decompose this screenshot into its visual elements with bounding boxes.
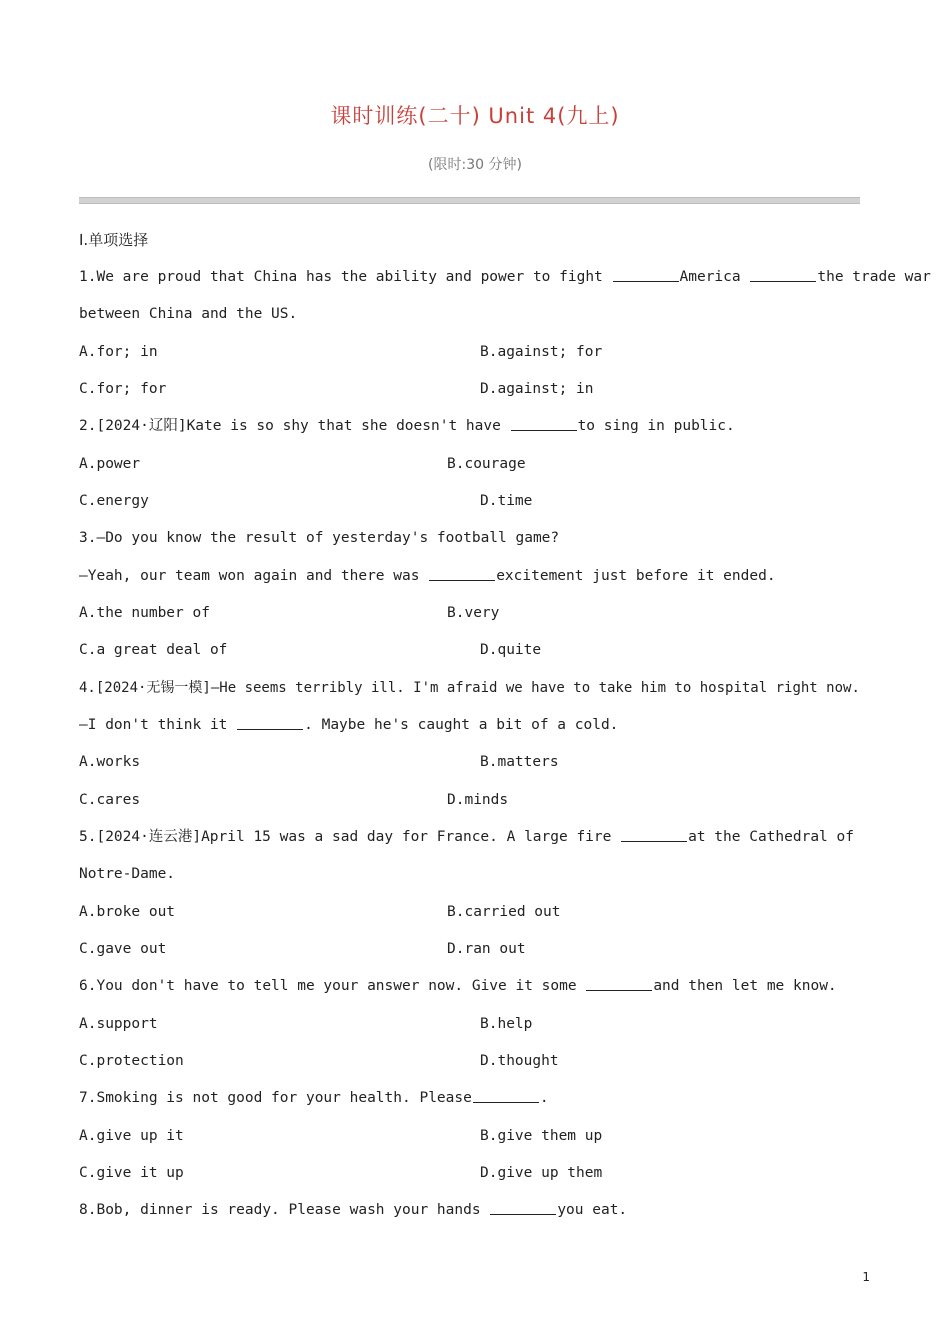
answer-blank — [490, 1200, 556, 1215]
option-a: A.broke out — [79, 904, 176, 920]
time-limit: (限时:30 分钟) — [428, 157, 522, 173]
option-c: C.give it up — [79, 1165, 184, 1181]
answer-blank — [429, 566, 495, 581]
option-a: A.works — [79, 754, 141, 770]
option-a: A.the number of — [79, 605, 210, 621]
question-3-line-2: —Yeah, our team won again and there was excitement just before it ended. — [79, 568, 776, 584]
question-8: 8.Bob, dinner is ready. Please wash your hands you eat. — [79, 1202, 628, 1218]
option-c: C.protection — [79, 1053, 184, 1069]
option-d: D.give up them — [480, 1165, 603, 1181]
option-c: C.energy — [79, 493, 149, 509]
question-6: 6.You don't have to tell me your answer now. Give it some and then let me know. — [79, 978, 837, 994]
question-7: 7.Smoking is not good for your health. Please . — [79, 1090, 549, 1106]
option-b: B.carried out — [447, 904, 561, 920]
option-a: A.power — [79, 456, 141, 472]
answer-blank — [511, 416, 577, 431]
option-b: B.very — [447, 605, 500, 621]
question-2: 2.[2024·辽阳]Kate is so shy that she doesn't have to sing in public. — [79, 418, 735, 434]
header-divider — [79, 197, 860, 204]
option-c: C.a great deal of — [79, 642, 228, 658]
answer-blank — [613, 267, 679, 282]
option-d: D.time — [480, 493, 533, 509]
option-b: B.courage — [447, 456, 526, 472]
answer-blank — [237, 715, 303, 730]
option-a: A.give up it — [79, 1128, 184, 1144]
question-4-line-1: 4.[2024·无锡一模]—He seems terribly ill. I'm afraid we have to take him to hospital right now. — [79, 680, 860, 696]
answer-blank — [473, 1088, 539, 1103]
option-c: C.gave out — [79, 941, 167, 957]
question-3-line-1: 3.—Do you know the result of yesterday's football game? — [79, 530, 560, 546]
question-1-line-1: 1.We are proud that China has the ability and power to fight America the trade war — [79, 269, 931, 285]
page-number: 1 — [862, 1270, 870, 1284]
question-5-line-2: Notre-Dame. — [79, 866, 176, 882]
option-c: C.cares — [79, 792, 141, 808]
option-b: B.help — [480, 1016, 533, 1032]
option-c: C.for; for — [79, 381, 167, 397]
option-b: B.against; for — [480, 344, 603, 360]
question-5-line-1: 5.[2024·连云港]April 15 was a sad day for France. A large fire at the Cathedral of — [79, 829, 854, 845]
option-d: D.thought — [480, 1053, 559, 1069]
option-b: B.give them up — [480, 1128, 603, 1144]
option-b: B.matters — [480, 754, 559, 770]
page-title: 课时训练(二十) Unit 4(九上) — [330, 104, 620, 128]
question-1-line-2: between China and the US. — [79, 306, 298, 322]
question-4-line-2: —I don't think it . Maybe he's caught a bit of a cold. — [79, 717, 619, 733]
section-heading: Ⅰ.单项选择 — [79, 231, 149, 249]
option-a: A.support — [79, 1016, 158, 1032]
answer-blank — [621, 827, 687, 842]
option-d: D.minds — [447, 792, 509, 808]
option-a: A.for; in — [79, 344, 158, 360]
answer-blank — [586, 976, 652, 991]
answer-blank — [750, 267, 816, 282]
option-d: D.quite — [480, 642, 542, 658]
option-d: D.against; in — [480, 381, 594, 397]
option-d: D.ran out — [447, 941, 526, 957]
